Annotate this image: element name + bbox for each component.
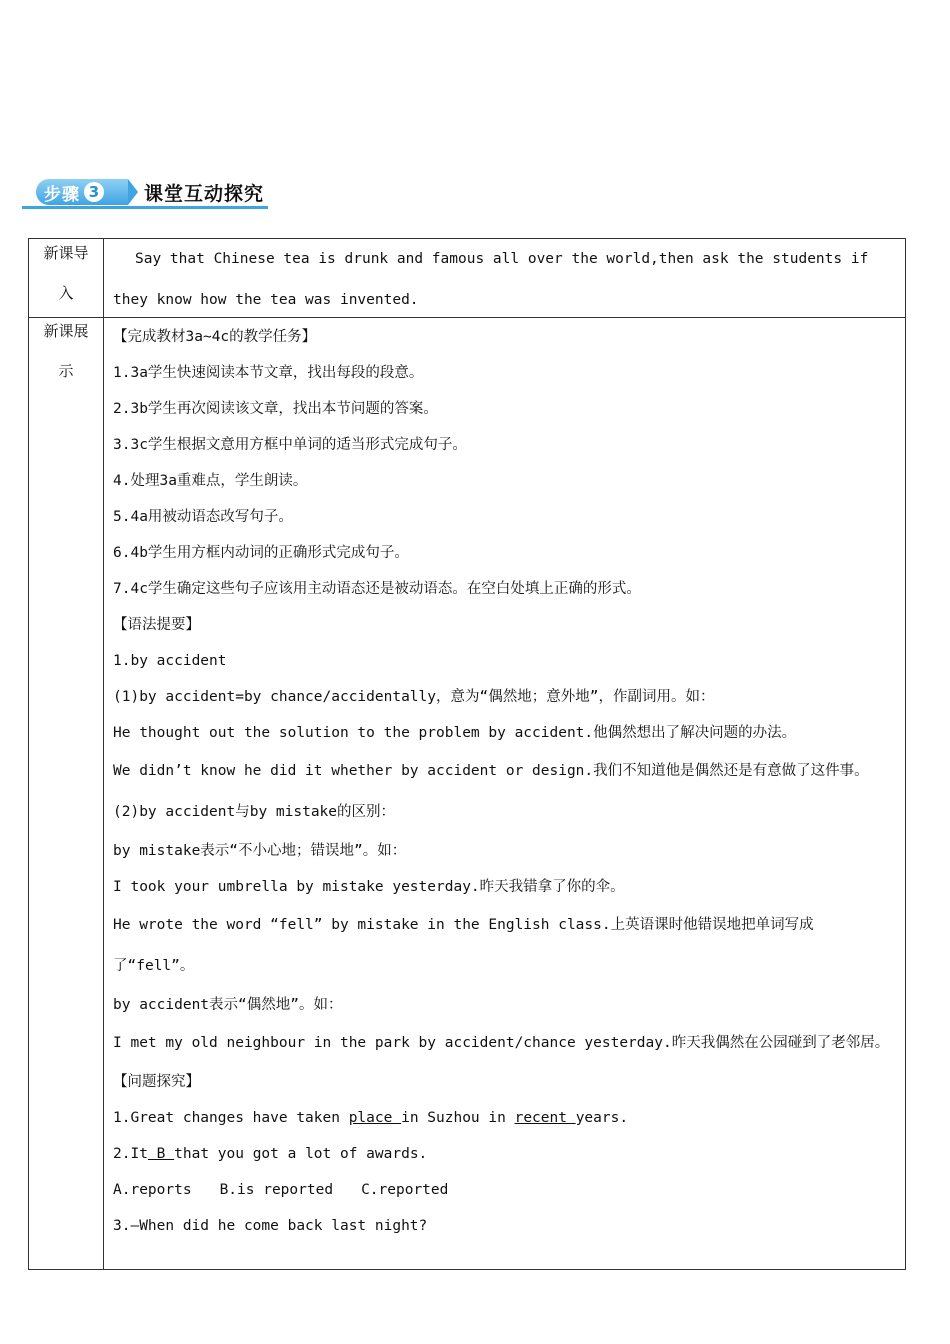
- banner-title-wrap: [142, 179, 268, 206]
- label-intro-line2: 入: [58, 284, 74, 302]
- label-show: [29, 311, 103, 391]
- grammar-definition: by accident表示“偶然地”。如：: [113, 997, 343, 1013]
- option-b: B.is reported: [219, 1182, 334, 1198]
- grammar-definition: by mistake表示“不小心地；错误地”。如：: [113, 843, 407, 859]
- lesson-table: [28, 238, 906, 1270]
- grammar-example: We didn’t know he did it whether by accident or design.我们不知道他是偶然还是有意做了这件事。(2)by accident与by mistake的区别：: [113, 763, 869, 820]
- intro-text: Say that Chinese tea is drunk and famous all over the world,then ask the students if they know how the tea was invented.: [113, 251, 869, 308]
- grammar-example: I took your umbrella by mistake yesterday.昨天我错拿了你的伞。: [113, 879, 625, 895]
- question-2: [113, 1136, 893, 1172]
- task-item: 1.3a学生快速阅读本节文章，找出每段的段意。: [113, 365, 424, 381]
- show-content: [113, 319, 893, 1244]
- step-number: 3: [84, 182, 104, 202]
- label-show-line1: 新课展: [43, 322, 89, 340]
- section-heading-questions: 【问题探究】: [113, 1074, 200, 1090]
- column-divider: [103, 239, 104, 1269]
- task-item: 7.4c学生确定这些句子应该用主动语态还是被动语态。在空白处填上正确的形式。: [113, 581, 641, 597]
- step-badge: [36, 179, 128, 205]
- label-intro: [29, 233, 103, 313]
- grammar-example: I met my old neighbour in the park by accident/chance yesterday.昨天我偶然在公园碰到了老邻居。: [113, 1035, 890, 1051]
- grammar-sub: (1)by accident=by chance/accidentally，意为“偶然地；意外地”，作副词用。如：: [113, 689, 715, 705]
- label-show-line2: 示: [58, 362, 74, 380]
- option-a: A.reports: [113, 1182, 192, 1198]
- section-title: 课堂互动探究: [144, 182, 265, 205]
- section-heading-grammar: 【语法提要】: [113, 617, 200, 633]
- question-text: in Suzhou in: [401, 1110, 515, 1126]
- question-text: that you got a lot of awards.: [174, 1146, 428, 1162]
- banner-underline: [22, 206, 268, 209]
- grammar-example: He wrote the word “fell” by mistake in the English class.上英语课时他错误地把单词写成了“fell”。: [113, 917, 814, 974]
- question-text: 2.It: [113, 1146, 148, 1162]
- question-text: years.: [575, 1110, 629, 1126]
- answer-blank: place: [348, 1110, 402, 1126]
- task-item: 5.4a用被动语态改写句子。: [113, 509, 293, 525]
- question-text: 1.Great changes have taken: [113, 1110, 349, 1126]
- section-heading-tasks: 【完成教材3a~4c的教学任务】: [113, 329, 317, 345]
- question-1: [113, 1100, 893, 1136]
- task-item: 4.处理3a重难点，学生朗读。: [113, 473, 308, 489]
- task-item: 3.3c学生根据文意用方框中单词的适当形式完成句子。: [113, 437, 467, 453]
- banner-arrow: [128, 179, 138, 205]
- answer-blank: recent: [514, 1110, 576, 1126]
- step-label: 步骤: [44, 184, 80, 205]
- option-c: C.reported: [361, 1182, 449, 1198]
- task-item: 2.3b学生再次阅读该文章，找出本节问题的答案。: [113, 401, 438, 417]
- grammar-item: 1.by accident: [113, 653, 227, 669]
- question-2-options: [113, 1172, 893, 1208]
- question-3: 3.—When did he come back last night?: [113, 1218, 428, 1234]
- label-intro-line1: 新课导: [43, 244, 89, 262]
- task-item: 6.4b学生用方框内动词的正确形式完成句子。: [113, 545, 409, 561]
- answer-blank: B: [147, 1146, 175, 1162]
- grammar-example: He thought out the solution to the problem by accident.他偶然想出了解决问题的办法。: [113, 725, 797, 741]
- section-banner: [36, 178, 268, 206]
